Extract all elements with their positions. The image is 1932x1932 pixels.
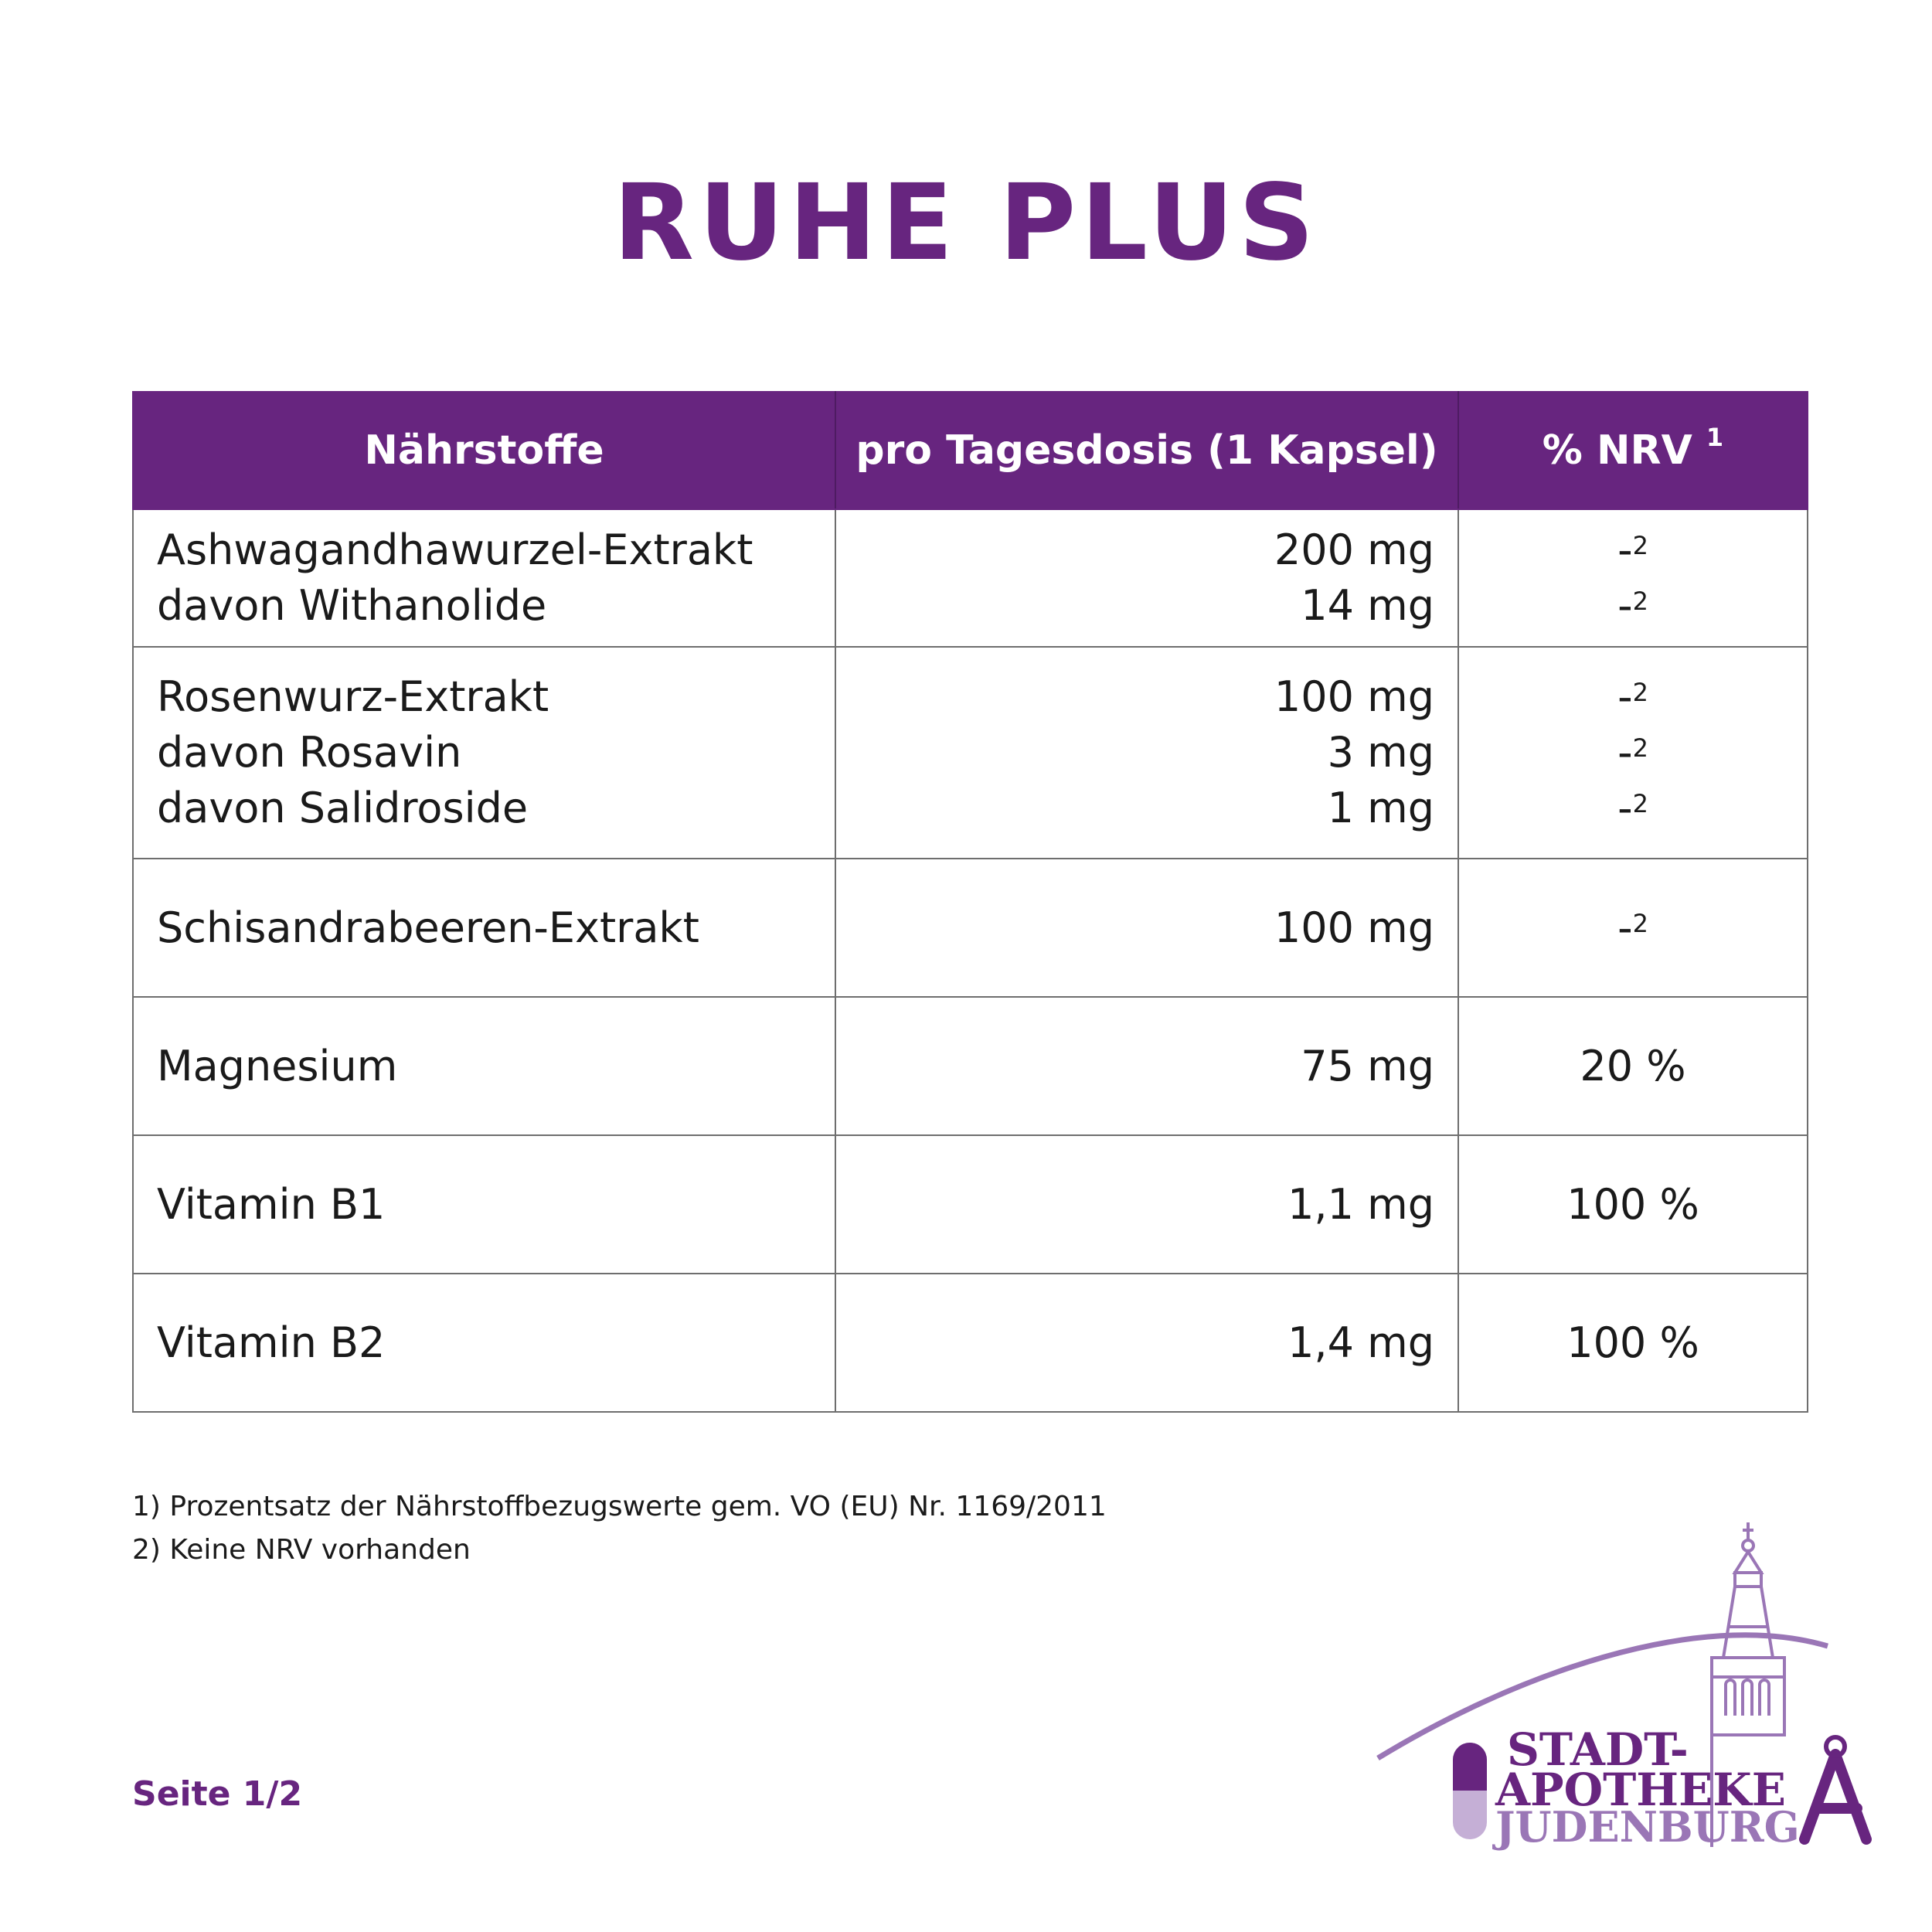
table-row: [133, 1274, 1808, 1412]
nrv-cell: 100 %: [1458, 1135, 1808, 1274]
nutrient-name-cell: Ashwagandhawurzel-Extrakt davon Withanolide: [133, 509, 835, 647]
header-tagesdosis: pro Tagesdosis (1 Kapsel): [835, 392, 1458, 509]
footnote-1: 1) Prozentsatz der Nährstoffbezugswerte gem. VO (EU) Nr. 1169/2011: [132, 1491, 1107, 1522]
nutrient-name-cell: Magnesium: [133, 997, 835, 1135]
nrv-cell: 20 %: [1458, 997, 1808, 1135]
page-number: Seite 1/2: [132, 1774, 303, 1814]
pharmacy-logo: [1372, 1522, 1882, 1862]
footnotes: [132, 1485, 1107, 1572]
nutrient-name-cell: Vitamin B2: [133, 1274, 835, 1412]
nrv-cell: -$^2$ -$^2$: [1458, 509, 1808, 647]
table-row: [133, 1135, 1808, 1274]
amount-cell: 75 mg: [835, 997, 1458, 1135]
nutrient-table: [132, 391, 1808, 1413]
amount-cell: 200 mg 14 mg: [835, 509, 1458, 647]
table-row: [133, 647, 1808, 859]
amount-cell: 1,1 mg: [835, 1135, 1458, 1274]
page-title: RUHE PLUS: [613, 162, 1319, 284]
table-row: [133, 509, 1808, 647]
amount-cell: 100 mg 3 mg 1 mg: [835, 647, 1458, 859]
table-row: [133, 997, 1808, 1135]
nutrient-name-cell: Rosenwurz-Extrakt davon Rosavin davon Salidroside: [133, 647, 835, 859]
header-naehrstoffe: Nährstoffe: [133, 392, 835, 509]
header-nrv: % NRV $^1$: [1458, 392, 1808, 509]
footnote-marker: 1: [1706, 423, 1724, 452]
amount-cell: 1,4 mg: [835, 1274, 1458, 1412]
table-row: [133, 859, 1808, 997]
nrv-cell: -$^2$ -$^2$ -$^2$: [1458, 647, 1808, 859]
nrv-cell: 100 %: [1458, 1274, 1808, 1412]
logo-line-1: STADT-: [1507, 1723, 1689, 1776]
amount-cell: 100 mg: [835, 859, 1458, 997]
nutrient-name-cell: Vitamin B1: [133, 1135, 835, 1274]
logo-line-3: JUDENBURG: [1495, 1802, 1800, 1852]
nrv-cell: -$^2$: [1458, 859, 1808, 997]
nutrient-name-cell: Schisandrabeeren-Extrakt: [133, 859, 835, 997]
logo-line-2: APOTHEKE: [1495, 1764, 1786, 1816]
footnote-2: 2) Keine NRV vorhanden: [132, 1534, 471, 1566]
table-header-row: [133, 392, 1808, 509]
